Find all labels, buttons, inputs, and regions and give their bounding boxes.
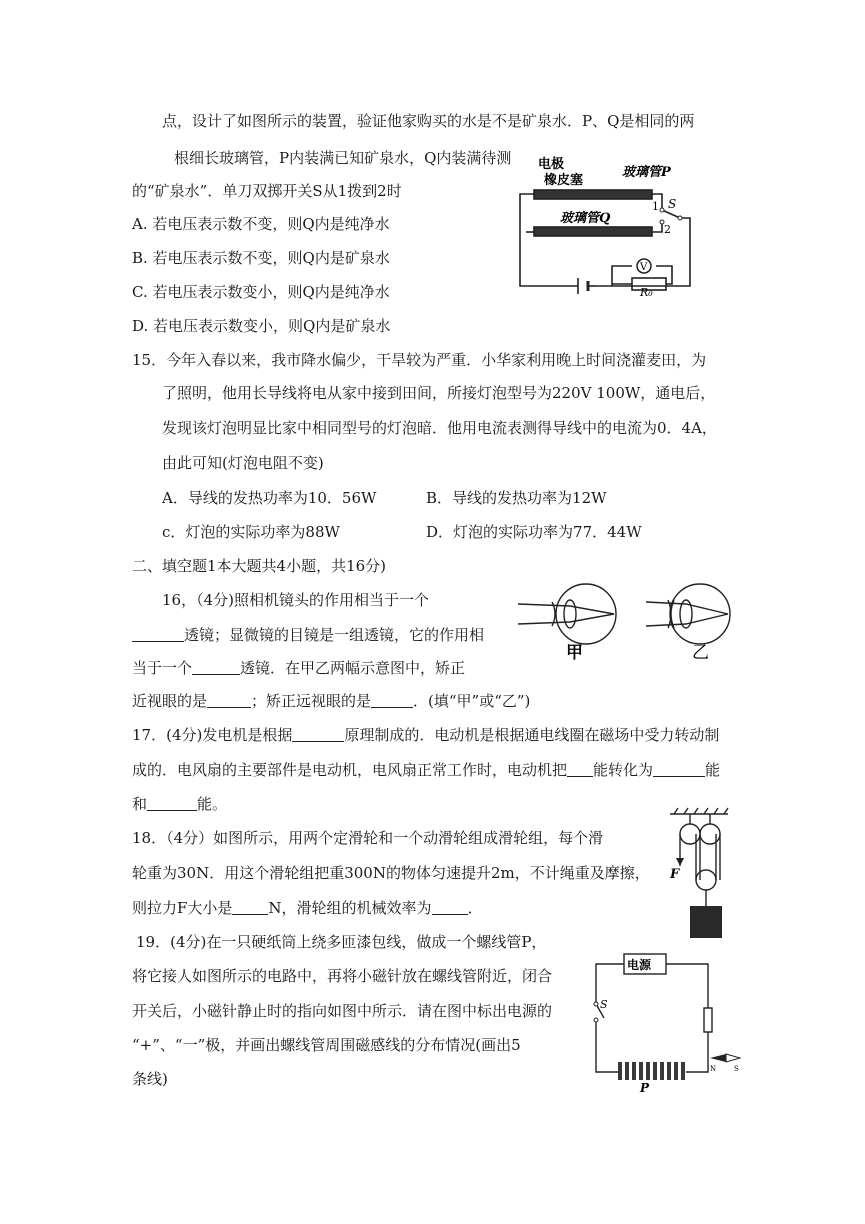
q17-line1-text-b: 原理制成的．电动机是根据通电线圈在磁场中受力转动制 xyxy=(344,726,720,744)
q19-label-coil: P xyxy=(640,1081,650,1095)
q14-label-tube-p: 玻璃管P xyxy=(622,165,671,180)
q16-line4-text-b: ；矫正远视眼的是 xyxy=(251,692,372,710)
q17-line3 xyxy=(132,794,227,814)
q16-line1: 16，（4分)照相机镜头的作用相当于一个 xyxy=(162,591,429,609)
q16-eye-figure xyxy=(518,582,730,662)
q18-line3-text-b: N，滑轮组的机械效率为 xyxy=(268,899,432,917)
q18-line3 xyxy=(132,898,483,918)
q14-circuit-figure xyxy=(512,150,702,300)
q18-label-force: F xyxy=(670,867,680,882)
q14-option-d: D. 若电压表示数变小，则Q内是矿泉水 xyxy=(132,317,391,335)
answer-blank[interactable] xyxy=(207,693,251,708)
q16-label-jia: 甲 xyxy=(566,643,583,663)
q16-line4-text-a: 近视眼的是 xyxy=(132,692,208,710)
q16-line2 xyxy=(132,625,484,645)
q17-line2-text-a: 成的．电风扇的主要部件是电动机，电风扇正常工作时，电动机把 xyxy=(132,761,568,779)
answer-blank[interactable] xyxy=(192,660,240,675)
q17-line1-text-a: 17．(4分)发电机是根据 xyxy=(132,726,293,744)
q14-label-switch: S xyxy=(668,197,677,211)
q16-line4-text-c: ．(填“甲”或“乙”) xyxy=(413,692,531,710)
q19-circuit-figure xyxy=(588,944,754,1094)
q14-label-tube-q: 玻璃管Q xyxy=(560,211,611,226)
answer-blank[interactable] xyxy=(132,627,184,642)
q16-line3 xyxy=(132,658,465,678)
q19-label-power: 电源 xyxy=(627,958,652,972)
q17-line1 xyxy=(132,725,719,745)
q15-line2: 了照明，他用长导线将电从家中接到田间，所接灯泡型号为220V 100W，通电后， xyxy=(162,384,716,402)
q17-line2-text-b: 能转化为 xyxy=(593,761,654,779)
q14-label-rubber-stopper: 橡皮塞 xyxy=(544,173,584,188)
q14-option-a: A. 若电压表示数不变，则Q内是纯净水 xyxy=(132,215,390,233)
q15-option-a: A．导线的发热功率为10．56W xyxy=(162,489,377,507)
q14-line3: 的“矿泉水”．单刀双掷开关S从1拨到2时 xyxy=(132,182,402,200)
answer-blank[interactable] xyxy=(292,727,344,742)
q19-line1: 19．(4分)在一只硬纸筒上绕多匝漆包线，做成一个螺线管P， xyxy=(136,933,547,951)
q16-line3-text-a: 当于一个 xyxy=(132,659,193,677)
q14-label-pos2: 2 xyxy=(664,223,671,236)
q16-line2-text: 透镜；显微镜的目镜是一组透镜，它的作用相 xyxy=(184,626,485,644)
q18-pulley-figure xyxy=(664,808,734,944)
answer-blank[interactable] xyxy=(147,796,197,811)
q14-line1: 点，设计了如图所示的装置，验证他家购买的水是不是矿泉水．P、Q是相同的两 xyxy=(162,112,695,130)
q19-label-s: S xyxy=(734,1065,739,1073)
answer-blank[interactable] xyxy=(432,900,468,915)
answer-blank[interactable] xyxy=(567,762,593,777)
q19-label-switch: S xyxy=(600,998,608,1011)
q14-line2: 根细长玻璃管，P内装满已知矿泉水，Q内装满待测 xyxy=(174,149,512,167)
q19-line2: 将它接人如图所示的电路中，再将小磁针放在螺线管附近，闭合 xyxy=(132,967,553,985)
q15-option-d: D．灯泡的实际功率为77．44W xyxy=(426,523,642,541)
q19-line5: 条线) xyxy=(132,1070,168,1088)
q15-line4: 由此可知(灯泡电阻不变) xyxy=(162,454,324,472)
q16-line3-text-b: 透镜．在甲乙两幅示意图中，矫正 xyxy=(240,659,466,677)
answer-blank[interactable] xyxy=(653,762,705,777)
q18-line3-text-c: ． xyxy=(467,899,483,917)
q18-line2: 轮重为30N．用这个滑轮组把重300N的物体匀速提升2m，不计绳重及摩擦， xyxy=(132,864,650,882)
q15-line3: 发现该灯泡明显比家中相同型号的灯泡暗．他用电流表测得导线中的电流为0．4A， xyxy=(162,419,717,437)
answer-blank[interactable] xyxy=(232,900,268,915)
q16-label-yi: 乙 xyxy=(692,643,709,663)
q19-line4: “+”、“一”极，并画出螺线管周围磁感线的分布情况(画出5 xyxy=(132,1036,521,1054)
q19-line3: 开关后，小磁针静止时的指向如图中所示．请在图中标出电源的 xyxy=(132,1002,553,1020)
q15-option-c: c．灯泡的实际功率为88W xyxy=(162,523,340,541)
q18-line3-text-a: 则拉力F大小是 xyxy=(132,899,233,917)
q14-voltmeter-symbol: V xyxy=(640,262,648,273)
q14-label-electrode: 电极 xyxy=(538,157,565,172)
q16-line4 xyxy=(132,691,530,711)
answer-blank[interactable] xyxy=(371,693,413,708)
q14-label-resistor: R₀ xyxy=(640,286,653,299)
q14-option-b: B. 若电压表示数不变，则Q内是矿泉水 xyxy=(132,249,390,267)
q19-label-n: N xyxy=(710,1065,717,1073)
q18-line1: 18．（4分）如图所示，用两个定滑轮和一个动滑轮组成滑轮组，每个滑 xyxy=(132,829,604,847)
q17-line2-text-c: 能 xyxy=(705,761,721,779)
q17-line2 xyxy=(132,760,720,780)
q15-option-b: B．导线的发热功率为12W xyxy=(426,489,607,507)
q15-line1: 15．今年入春以来，我市降水偏少，干旱较为严重．小华家利用晚上时间浇灌麦田，为 xyxy=(132,351,707,369)
q14-label-pos1: 1 xyxy=(652,200,659,213)
q14-option-c: C. 若电压表示数变小，则Q内是纯净水 xyxy=(132,283,390,301)
q17-line3-text-b: 能。 xyxy=(197,795,228,813)
q17-line3-text-a: 和 xyxy=(132,795,148,813)
section-heading: 二、填空题1本大题共4小题，共16分) xyxy=(132,557,387,575)
